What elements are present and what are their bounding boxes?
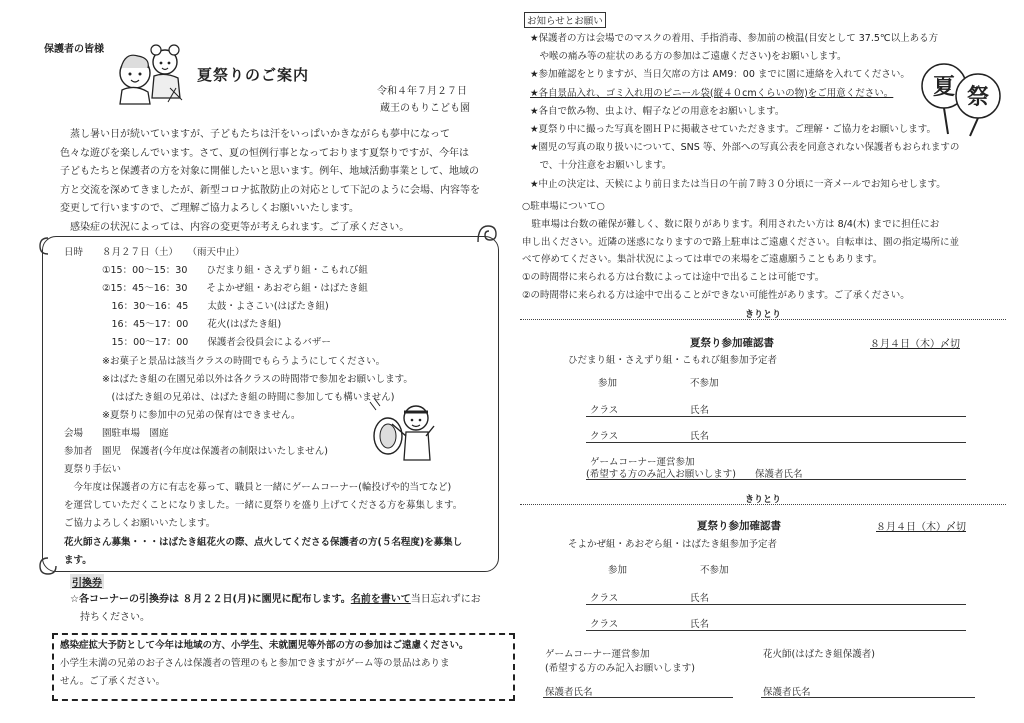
parking-line: べて停めてください。集計状況によっては車での来場をご遠慮願うこともあります。: [522, 254, 883, 266]
form2-title: 夏祭り参加確認書: [697, 520, 781, 532]
fireworks-recruit-line: 花火師さん募集・・・はばたき組花火の際、点火してくださる保護者の方(５名程度)を募集し: [64, 536, 463, 548]
form1-class-name-field-2[interactable]: [586, 442, 966, 443]
children-illustration: [110, 38, 190, 108]
notice-item: ★保護者の方は会場でのマスクの着用、手指消毒、参加前の検温(目安として 37.5℃以上ある方: [530, 33, 939, 44]
notice-item: ★各自景品入れ、ゴミ入れ用のビニール袋(縦４０cmくらいの物)をご用意ください。: [530, 87, 894, 99]
form2-class-name-field-2[interactable]: [586, 630, 966, 631]
parking-line: ②の時間帯に来られる方は途中で出ることができない可能性があります。ご了承ください。: [522, 289, 910, 301]
schedule-row: 今年度は保護者の方に有志を募って、職員と一緒にゲームコーナー(輪投げや的当てなど): [64, 482, 452, 494]
schedule-row: ※はばたき組の在園兄弟以外は各クラスの時間帯で参加をお願いします。: [64, 373, 413, 385]
page-title: 夏祭りのご案内: [197, 66, 310, 84]
notice-item: ★夏祭り中に撮った写真を園ＨＰに掲載させていただきます。ご理解・ご協力をお願いします。: [530, 124, 936, 136]
form1-class-label: クラス: [590, 431, 619, 442]
intro-line: 感染症の状況によっては、内容の変更等が考えられます。ご了承ください。: [60, 221, 410, 233]
intro-line: 色々な遊びを楽しんでいます。さて、夏の恒例行事となっております夏祭りですが、今年は: [60, 147, 469, 159]
form1-guardian-label: 保護者氏名: [755, 469, 803, 480]
form2-game-guardian-label: 保護者氏名: [545, 687, 593, 698]
issue-date: 令和４年７月２７日: [377, 86, 467, 97]
form2-subtitle: そよかぜ組・あおぞら組・はばたき組参加予定者: [568, 539, 778, 550]
notice-item: ★参加確認をとりますが、当日欠席の方は AM9：00 までに園に連絡を入れてください。: [530, 69, 910, 81]
form2-fireworks-guardian-label: 保護者氏名: [763, 687, 811, 698]
form2-class-label: クラス: [590, 619, 619, 630]
schedule-row: 日時 ８月２７日（土） （雨天中止）: [64, 247, 245, 258]
exchange-text: ☆各コーナーの引換券は ８月２２日(月)に園児に配布します。: [70, 594, 351, 605]
form1-class-name-field-1[interactable]: [586, 416, 966, 417]
notice-item: ★中止の決定は、天候により前日または当日の午前７時３０分頃に一斉メールでお知らせします。: [530, 178, 946, 190]
intro-line: 蒸し暑い日が続いていますが、子どもたちは汗をいっぱいかきながらも夢中になって: [60, 129, 450, 140]
parking-line: 駐車場は台数の確保が難しく、数に限りがあります。利用されたい方は 8/4(木) までに担任にお: [522, 218, 940, 230]
form2-game-label: ゲームコーナー運営参加: [545, 649, 650, 660]
cut-label: きりとり: [745, 495, 782, 505]
form2-fireworks-label: 花火師(はばたき組保護者): [763, 649, 875, 660]
intro-line: 子どもたちと保護者の方を対象に開催したいと思います。例年、地域活動事業として、地域の: [60, 166, 479, 177]
schedule-row: ①15：00～15：30 ひだまり組・さえずり組・こもれび組: [64, 265, 368, 277]
form2-attend-option[interactable]: 参加: [608, 565, 628, 576]
notices-label: お知らせとお願い: [524, 12, 606, 28]
fan-char-matsuri: 祭: [966, 85, 990, 110]
form1-absent-option[interactable]: 不参加: [690, 378, 719, 389]
parking-heading: ○駐車場について○: [522, 201, 605, 212]
fireworks-recruit-line: ます。: [64, 554, 92, 566]
form1-title: 夏祭り参加確認書: [690, 337, 774, 349]
form1-game-note: (希望する方のみ記入お願いします): [586, 469, 736, 480]
schedule-row: ②15：45～16：30 そよかぜ組・あおぞら組・はばたき組: [64, 283, 368, 295]
notice-item: や喉の痛み等の症状のある方の参加はご遠慮ください)をお願いします。: [530, 51, 847, 63]
infection-notice-box: [52, 633, 515, 701]
exchange-ticket-heading: 引換券: [70, 574, 104, 589]
form1-name-label: 氏名: [690, 405, 710, 416]
form2-game-guardian-field[interactable]: [543, 697, 733, 698]
schedule-row: 15：00～17：00 保護者会役員会によるバザー: [64, 337, 331, 349]
exchange-text: 持ちください。: [70, 612, 150, 623]
schedule-row: 16：30～16：45 太鼓・よさこい(はばたき組): [64, 301, 329, 313]
form2-name-label: 氏名: [690, 619, 710, 630]
form2-deadline: ８月４日（木）〆切: [876, 522, 966, 533]
form1-attend-option[interactable]: 参加: [598, 378, 618, 389]
intro-line: 変更して行いますので、ご理解ご協力よろしくお願いいたします。: [60, 203, 359, 214]
schedule-row: 夏祭り手伝い: [64, 464, 122, 476]
scroll-curl-left-decoration: [38, 236, 58, 576]
form1-subtitle: ひだまり組・さえずり組・こもれび組参加予定者: [568, 355, 778, 366]
form2-absent-option[interactable]: 不参加: [700, 565, 729, 576]
schedule-row: 16：45～17：00 花火(はばたき組): [64, 319, 282, 331]
form2-class-label: クラス: [590, 593, 619, 604]
cut-label: きりとり: [745, 310, 782, 320]
schedule-row: 参加者 園児 保護者(今年度は保護者の制限はいたしません): [64, 446, 328, 458]
festival-fans-illustration: [918, 58, 1008, 138]
form2-game-note: (希望する方のみ記入お願いします): [545, 663, 695, 674]
form2-name-label: 氏名: [690, 593, 710, 604]
form1-game-label: ゲームコーナー運営参加: [590, 457, 695, 468]
schedule-row: ※夏祭りに参加中の兄弟の保育はできません。: [64, 409, 301, 421]
schedule-row: (はばたき組の兄弟は、はばたき組の時間に参加しても構いません): [64, 391, 395, 403]
parking-line: ①の時間帯に来られる方は台数によっては途中で出ることは可能です。: [522, 272, 825, 284]
exchange-text: 当日忘れずにお: [410, 594, 481, 605]
parking-line: 申し出ください。近隣の迷惑になりますので路上駐車はご遠慮ください。自転車は、園の指定場所に並: [522, 236, 960, 248]
form1-guardian-name-field[interactable]: [586, 479, 966, 480]
taiko-drummer-illustration: [368, 396, 438, 466]
schedule-row: 会場 園駐車場 園庭: [64, 427, 169, 439]
notice-line: 小学生未満の兄弟のお子さんは保護者の管理のもと参加できますがゲーム等の景品はありま: [60, 658, 450, 669]
notice-line: せん。ご了承ください。: [60, 676, 166, 687]
exchange-emphasis: 名前を書いて: [350, 594, 411, 605]
exchange-ticket-body: [70, 591, 500, 627]
organization-name: 蔵王のもりこども園: [380, 103, 470, 114]
recipient-label: 保護者の皆様: [44, 44, 104, 55]
parking-section: [522, 198, 1002, 305]
form1-name-label: 氏名: [690, 431, 710, 442]
notice-item: ★園児の写真の取り扱いについて、SNS 等、外部への写真公表を同意されない保護者もおられますの: [530, 142, 960, 154]
intro-paragraph: [60, 126, 490, 237]
form2-class-name-field-1[interactable]: [586, 604, 966, 605]
form1-deadline: ８月４日（木）〆切: [870, 339, 960, 350]
notice-item: ★各自で飲み物、虫よけ、帽子などの用意をお願いします。: [530, 105, 785, 117]
form1-class-label: クラス: [590, 405, 619, 416]
scroll-curl-right-decoration: [474, 222, 500, 246]
notice-line: 感染症拡大予防として今年は地域の方、小学生、未就園児等外部の方の参加はご遠慮ください。: [60, 640, 469, 651]
schedule-row: を運営していただくことになりました。一緒に夏祭りを盛り上げてくださる方を募集します。: [64, 500, 463, 512]
fan-char-natsu: 夏: [932, 75, 956, 100]
schedule-row: ※お菓子と景品は該当クラスの時間でもらうようにしてください。: [64, 355, 386, 367]
intro-line: 方と交流を深めてきましたが、新型コロナ拡散防止の対応として下記のように会場、内容等を: [60, 184, 480, 196]
schedule-row: ご協力よろしくお願いいたします。: [64, 518, 216, 530]
form2-fireworks-guardian-field[interactable]: [761, 697, 975, 698]
notice-item: で、十分注意をお願いします。: [530, 160, 672, 172]
